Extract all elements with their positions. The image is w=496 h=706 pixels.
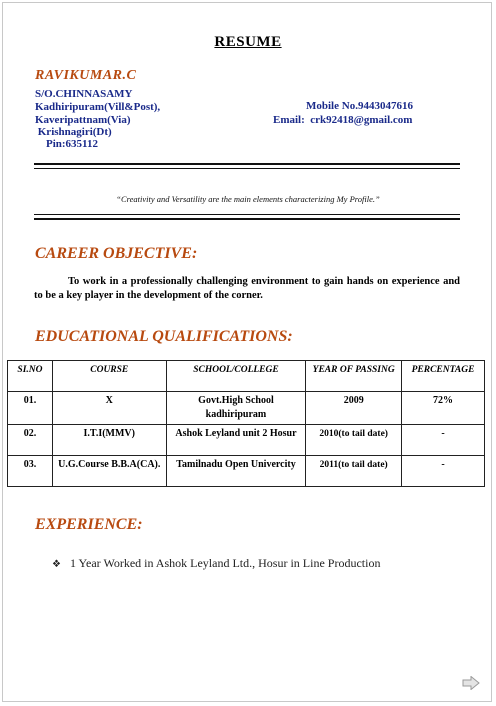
candidate-name: RAVIKUMAR.C xyxy=(35,68,137,83)
experience-item-text: 1 Year Worked in Ashok Leyland Ltd., Hosur in Line Production xyxy=(70,556,381,570)
divider-top-thick xyxy=(34,163,460,165)
career-objective-text: To work in a professionally challenging environment to gain hands on experience and to be a key player in the development of the corner. xyxy=(34,276,460,301)
experience-item xyxy=(52,556,380,571)
mobile-number: Mobile No.9443047616 xyxy=(306,100,413,112)
profile-quote: “Creativity and Versatility are the main elements characterizing My Profile.” xyxy=(116,194,380,204)
page-title: RESUME xyxy=(214,34,282,50)
column-header-year: YEAR OF PASSING xyxy=(306,361,402,392)
cell-course: U.G.Course B.B.A(CA). xyxy=(52,456,166,487)
email-address: Email: crk92418@gmail.com xyxy=(273,114,413,126)
cell-year: 2009 xyxy=(306,392,402,425)
cell-school: Ashok Leyland unit 2 Hosur xyxy=(166,425,306,456)
cell-school: Govt.High School kadhiripuram xyxy=(166,392,306,425)
career-objective-heading: CAREER OBJECTIVE: xyxy=(35,245,198,262)
address-line-5: Pin:635112 xyxy=(46,138,98,150)
column-header-percentage: PERCENTAGE xyxy=(402,361,485,392)
education-table xyxy=(7,360,485,487)
column-header-school: SCHOOL/COLLEGE xyxy=(166,361,306,392)
divider-bottom-thin xyxy=(34,214,460,215)
education-heading: EDUCATIONAL QUALIFICATIONS: xyxy=(35,328,293,345)
cell-course: X xyxy=(52,392,166,425)
divider-bottom-thick xyxy=(34,218,460,220)
table-row xyxy=(8,456,485,487)
address-line-2: Kadhiripuram(Vill&Post), xyxy=(35,101,161,113)
cell-slno: 02. xyxy=(8,425,53,456)
cell-percentage: - xyxy=(402,456,485,487)
table-row xyxy=(8,392,485,425)
address-line-4: Krishnagiri(Dt) xyxy=(35,126,112,138)
cell-year: 2011(to tail date) xyxy=(306,456,402,487)
column-header-course: COURSE xyxy=(52,361,166,392)
cell-year: 2010(to tail date) xyxy=(306,425,402,456)
cell-slno: 01. xyxy=(8,392,53,425)
table-row xyxy=(8,425,485,456)
cell-school: Tamilnadu Open Univercity xyxy=(166,456,306,487)
cell-percentage: 72% xyxy=(402,392,485,425)
column-header-slno: SI.NO xyxy=(8,361,53,392)
address-line-3: Kaveripattnam(Via) xyxy=(35,114,131,126)
cell-course: I.T.I(MMV) xyxy=(52,425,166,456)
table-header-row xyxy=(8,361,485,392)
diamond-bullet-icon: ❖ xyxy=(52,559,61,570)
cell-percentage: - xyxy=(402,425,485,456)
divider-top-thin xyxy=(34,168,460,169)
next-page-arrow-icon[interactable] xyxy=(462,676,480,690)
experience-heading: EXPERIENCE: xyxy=(35,516,143,533)
address-line-1: S/O.CHINNASAMY xyxy=(35,88,133,100)
cell-slno: 03. xyxy=(8,456,53,487)
